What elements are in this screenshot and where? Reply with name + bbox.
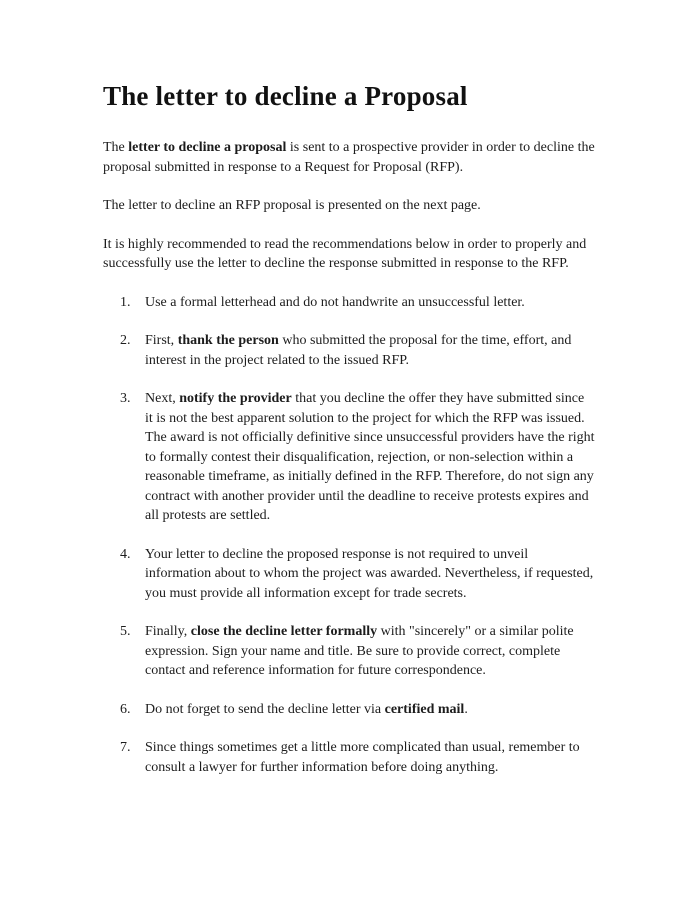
list-item (103, 293, 595, 313)
list-item-number: 5. (120, 624, 131, 639)
list-item-text: Next, notify the provider that you decline the offer they have submitted since it is not the best apparent solution to the project for which the RFP was issued. The award is not officially definitive since unsuccessful providers have the right to formally contest their disqualification, rejection, or non-selection within a reasonable timeframe, as initially defined in the RFP. Therefore, do not sign any contract with another provider until the deadline to receive protests expires and all protests are settled. (145, 391, 595, 523)
intro-paragraph: The letter to decline a proposal is sent to a prospective provider in order to decline the proposal submitted in response to a Request for Proposal (RFP). (103, 140, 595, 175)
list-item (103, 545, 595, 604)
list-item-number: 1. (120, 294, 131, 310)
list-item (103, 738, 595, 777)
list-item (103, 700, 595, 720)
list-item-text: Use a formal letterhead and do not handwrite an unsuccessful letter. (145, 294, 525, 310)
next-page-paragraph: The letter to decline an RFP proposal is presented on the next page. (103, 198, 481, 213)
list-item-text: Do not forget to send the decline letter via certified mail. (145, 701, 468, 717)
list-item-text: Finally, close the decline letter formally with "sincerely" or a similar polite expression. Sign your name and title. Be sure to provide correct, complete contact and reference information for future correspondence. (145, 624, 574, 678)
list-item-text: Your letter to decline the proposed response is not required to unveil information about to whom the project was awarded. Nevertheless, if requested, you must provide all information except for trade secrets. (145, 546, 594, 601)
list-item-number: 4. (120, 546, 131, 562)
recommendations-list (103, 293, 595, 778)
list-item-number: 7. (120, 740, 131, 755)
list-item (103, 389, 595, 526)
list-item-number: 6. (120, 701, 131, 717)
document-content (103, 80, 595, 796)
list-item (103, 622, 595, 681)
list-item (103, 331, 595, 370)
page-title: The letter to decline a Proposal (103, 81, 468, 111)
recommendation-paragraph: It is highly recommended to read the recommendations below in order to properly and successfully use the letter to decline the response submitted in response to the RFP. (103, 236, 587, 271)
list-item-number: 2. (120, 333, 131, 348)
list-item-number: 3. (120, 391, 131, 406)
list-item-text: Since things sometimes get a little more complicated than usual, remember to consult a lawyer for further information before doing anything. (145, 740, 580, 775)
list-item-text: First, thank the person who submitted the proposal for the time, effort, and interest in the project related to the issued RFP. (145, 333, 572, 368)
